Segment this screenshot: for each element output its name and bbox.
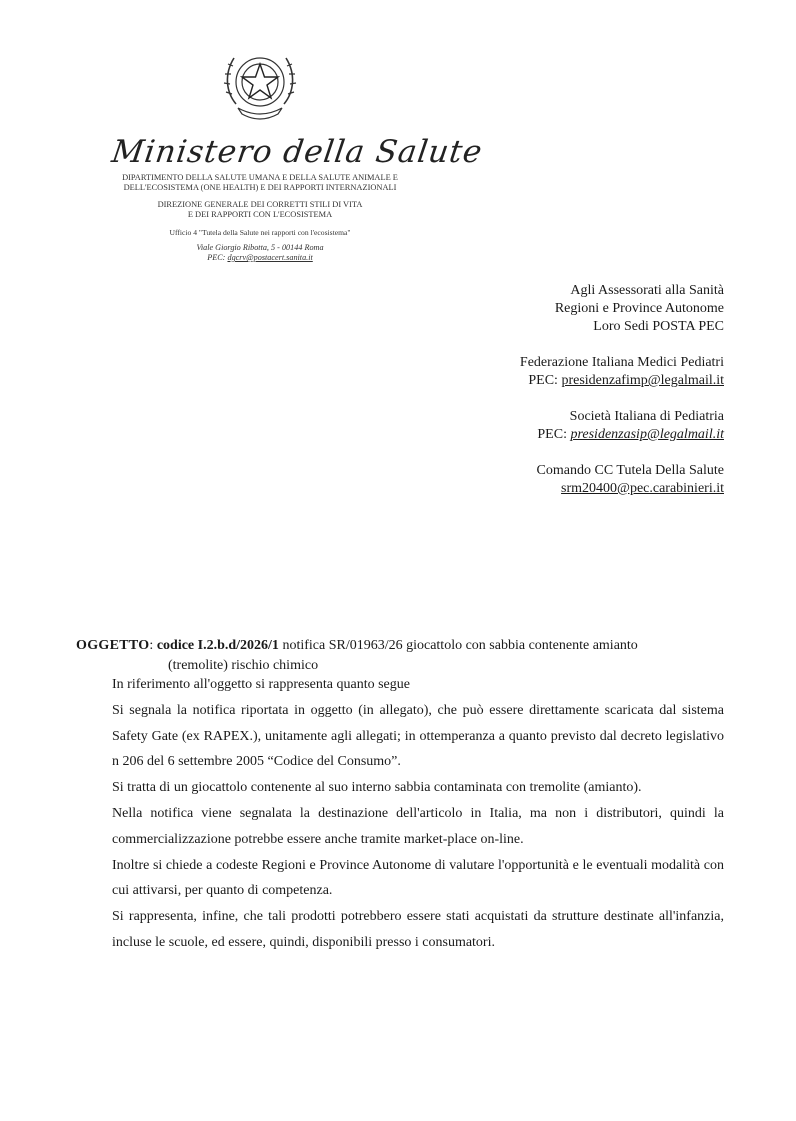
body-paragraph: Si rappresenta, infine, che tali prodotti potrebbero essere stati acquistati da strutture destinate all'infanzia, incluse le scuole, ed essere, quindi, disponibili presso i consumatori.	[112, 909, 724, 950]
subject-label: OGGETTO	[76, 638, 150, 653]
recipient-pec	[520, 372, 724, 390]
republic-emblem-icon	[212, 44, 308, 132]
body-paragraph: Nella notifica viene segnalata la destinazione dell'articolo in Italia, ma non i distributori, quindi la commercializzazione potrebbe essere anche tramite market-place on-line.	[112, 805, 724, 847]
direction-line-2: E DEI RAPPORTI CON L'ECOSISTEMA	[187, 210, 333, 219]
ministry-title: Ministero della Salute	[109, 134, 485, 170]
recipient-line: Agli Assessorati alla Sanità	[570, 283, 724, 298]
recipient-line: Comando CC Tutela Della Salute	[536, 463, 724, 478]
recipient-sip	[520, 408, 724, 444]
body-paragraph: Inoltre si chiede a codeste Regioni e Province Autonome di valutare l'opportunità e le eventuali modalità con cui attivarsi, per quanto di competenza.	[112, 857, 724, 899]
recipient-line: Società Italiana di Pediatria	[569, 409, 724, 424]
pec-label: PEC:	[537, 427, 567, 442]
recipient-line: Federazione Italiana Medici Pediatri	[519, 355, 724, 370]
recipient-line: Regioni e Province Autonome	[554, 301, 724, 316]
office-name: Ufficio 4 "Tutela della Salute nei rapporti con l'ecosistema"	[169, 228, 351, 237]
recipient-regions	[520, 282, 724, 336]
recipient-fimp	[520, 354, 724, 390]
recipient-carabinieri	[520, 462, 724, 498]
pec-link[interactable]: presidenzasip@legalmail.it	[570, 427, 724, 442]
recipient-line: Loro Sedi POSTA PEC	[593, 319, 724, 334]
subject-block: OGGETTO: codice I.2.b.d/2026/1 notifica SR/01963/26 giocattolo con sabbia contenente amianto (tremolite) rischio chimico	[76, 636, 724, 676]
pec-label: PEC:	[528, 373, 558, 388]
office-pec-link[interactable]: dgcrv@postacert.sanita.it	[227, 253, 313, 262]
pec-link[interactable]: presidenzafimp@legalmail.it	[561, 373, 724, 388]
office-address: Viale Giorgio Ribotta, 5 - 00144 Roma	[196, 243, 324, 252]
subject-code: codice I.2.b.d/2026/1	[156, 638, 279, 653]
subject-text: notifica SR/01963/26 giocattolo con sabbia contenente amianto	[282, 638, 638, 653]
department-line-2: DELL'ECOSISTEMA (ONE HEALTH) E DEI RAPPORTI INTERNAZIONALI	[123, 183, 397, 192]
recipients-block	[520, 282, 724, 516]
body-paragraph: Si segnala la notifica riportata in oggetto (in allegato), che può essere direttamente scaricata dal sistema Safety Gate (ex RAPEX.), unitamente agli allegati; in ottemperanza a quanto previsto dal decreto legislativo n 206 del 6 settembre 2005 “Codice del Consumo”.	[112, 702, 724, 770]
department-line-1: DIPARTIMENTO DELLA SALUTE UMANA E DELLA SALUTE ANIMALE E	[122, 173, 398, 182]
body-paragraph: Si tratta di un giocattolo contenente al suo interno sabbia contaminata con tremolite (amianto).	[112, 780, 642, 796]
body-paragraph: In riferimento all'oggetto si rappresenta quanto segue	[112, 677, 410, 692]
recipient-pec	[520, 426, 724, 444]
letter-body	[112, 672, 724, 956]
pec-link[interactable]: srm20400@pec.carabinieri.it	[561, 481, 724, 496]
office-pec-label: PEC:	[207, 253, 226, 262]
subject-text-cont: (tremolite) rischio chimico	[168, 658, 319, 673]
office-pec	[100, 253, 420, 262]
direction-line-1: DIREZIONE GENERALE DEI CORRETTI STILI DI VITA	[157, 200, 363, 209]
